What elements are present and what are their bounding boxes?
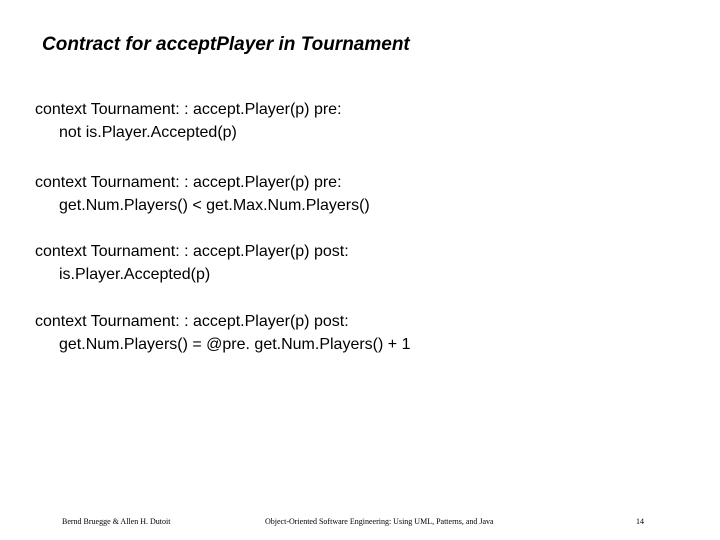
constraint-context: context Tournament: : accept.Player(p) post: — [35, 243, 349, 260]
constraint-block — [35, 98, 342, 144]
constraint-expression: not is.Player.Accepted(p) — [59, 124, 237, 141]
constraint-context: context Tournament: : accept.Player(p) pre: — [35, 101, 342, 118]
footer-book-title: Object-Oriented Software Engineering: Using UML, Patterns, and Java — [265, 517, 494, 526]
constraint-expression: get.Num.Players() < get.Max.Num.Players() — [59, 197, 370, 214]
slide-title: Contract for acceptPlayer in Tournament — [42, 34, 410, 55]
footer-authors: Bernd Bruegge & Allen H. Dutoit — [62, 517, 171, 526]
constraint-block — [35, 310, 410, 356]
constraint-block — [35, 240, 349, 286]
constraint-context: context Tournament: : accept.Player(p) post: — [35, 313, 349, 330]
constraint-context: context Tournament: : accept.Player(p) pre: — [35, 174, 342, 191]
constraint-block — [35, 171, 370, 217]
footer-page-number: 14 — [636, 517, 644, 526]
constraint-expression: get.Num.Players() = @pre. get.Num.Players() + 1 — [59, 336, 411, 353]
constraint-expression: is.Player.Accepted(p) — [59, 266, 211, 283]
